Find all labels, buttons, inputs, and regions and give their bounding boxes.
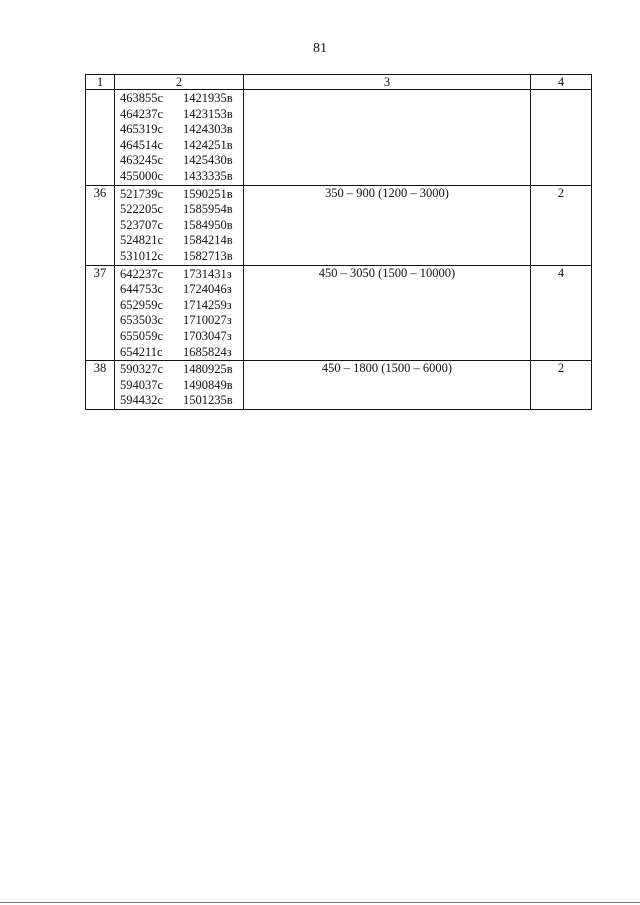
longitude-value: 1714259з [183,297,232,312]
table-row [86,265,592,361]
page-number: 81 [313,41,327,56]
table-body [86,90,592,410]
row-number: 38 [86,361,115,410]
longitude-value: 1480925в [183,362,233,377]
latitude-value: 463245с [120,153,164,168]
table-row [86,185,592,265]
latitude-value: 644753с [120,282,164,297]
longitude-value: 1584214в [183,233,233,248]
category-value [531,90,592,186]
category-value: 4 [531,265,592,361]
latitude-value: 653503с [120,313,164,328]
coordinate-pair [120,393,243,409]
longitude-value: 1731431з [183,266,232,281]
longitude-value: 1582713в [183,248,233,263]
latitude-value: 655059с [120,328,164,343]
coordinate-pair [120,345,243,361]
depth-range: 450 – 1800 (1500 – 6000) [244,361,531,410]
bottom-rule [0,902,640,903]
longitude-value: 1710027з [183,313,232,328]
latitude-value: 654211с [120,344,163,359]
coordinate-pair [120,169,243,185]
longitude-value: 1424303в [183,122,233,137]
longitude-value: 1703047з [183,328,232,343]
depth-range: 450 – 3050 (1500 – 10000) [244,265,531,361]
latitude-value: 522205с [120,202,164,217]
coordinate-pair [120,378,243,394]
coordinate-pair [120,329,243,345]
longitude-value: 1433335в [183,168,233,183]
latitude-value: 465319с [120,122,164,137]
header-col-1: 1 [86,75,115,90]
depth-range [244,90,531,186]
latitude-value: 464237с [120,106,164,121]
latitude-value: 463855с [120,91,164,105]
coordinate-pair [120,267,243,283]
longitude-value: 1490849в [183,377,233,392]
row-number: 37 [86,265,115,361]
coordinate-pair [120,218,243,234]
longitude-value: 1423153в [183,106,233,121]
coordinate-pair [120,362,243,378]
longitude-value: 1685824з [183,344,232,359]
latitude-value: 523707с [120,217,164,232]
category-value: 2 [531,361,592,410]
longitude-value: 1724046з [183,282,232,297]
coordinates-cell [115,185,244,265]
header-col-3: 3 [244,75,531,90]
longitude-value: 1421935в [183,91,233,105]
latitude-value: 590327с [120,362,164,377]
latitude-value: 455000с [120,168,164,183]
longitude-value: 1590251в [183,186,233,201]
coordinates-cell [115,265,244,361]
coordinate-pair [120,313,243,329]
coordinate-pair [120,91,243,107]
coordinate-pair [120,233,243,249]
table-row [86,90,592,186]
coordinate-pair [120,138,243,154]
longitude-value: 1425430в [183,153,233,168]
row-number [86,90,115,186]
coordinate-pair [120,107,243,123]
coordinate-pair [120,298,243,314]
coordinate-pair [120,249,243,265]
latitude-value: 594037с [120,377,164,392]
latitude-value: 642237с [120,266,164,281]
latitude-value: 464514с [120,137,164,152]
longitude-value: 1501235в [183,393,233,408]
coordinate-pair [120,187,243,203]
longitude-value: 1424251в [183,137,233,152]
latitude-value: 531012с [120,248,164,263]
header-col-2: 2 [115,75,244,90]
latitude-value: 524821с [120,233,164,248]
table-header-row [86,75,592,90]
coordinates-cell [115,361,244,410]
coordinate-pair [120,282,243,298]
row-number: 36 [86,185,115,265]
header-col-4: 4 [531,75,592,90]
latitude-value: 521739с [120,186,164,201]
depth-range: 350 – 900 (1200 – 3000) [244,185,531,265]
latitude-value: 594432с [120,393,164,408]
coordinate-pair [120,122,243,138]
table-row [86,361,592,410]
coordinate-pair [120,202,243,218]
latitude-value: 652959с [120,297,164,312]
coordinates-cell [115,90,244,186]
category-value: 2 [531,185,592,265]
coordinate-pair [120,153,243,169]
longitude-value: 1585954в [183,202,233,217]
coordinates-table [85,74,592,410]
longitude-value: 1584950в [183,217,233,232]
